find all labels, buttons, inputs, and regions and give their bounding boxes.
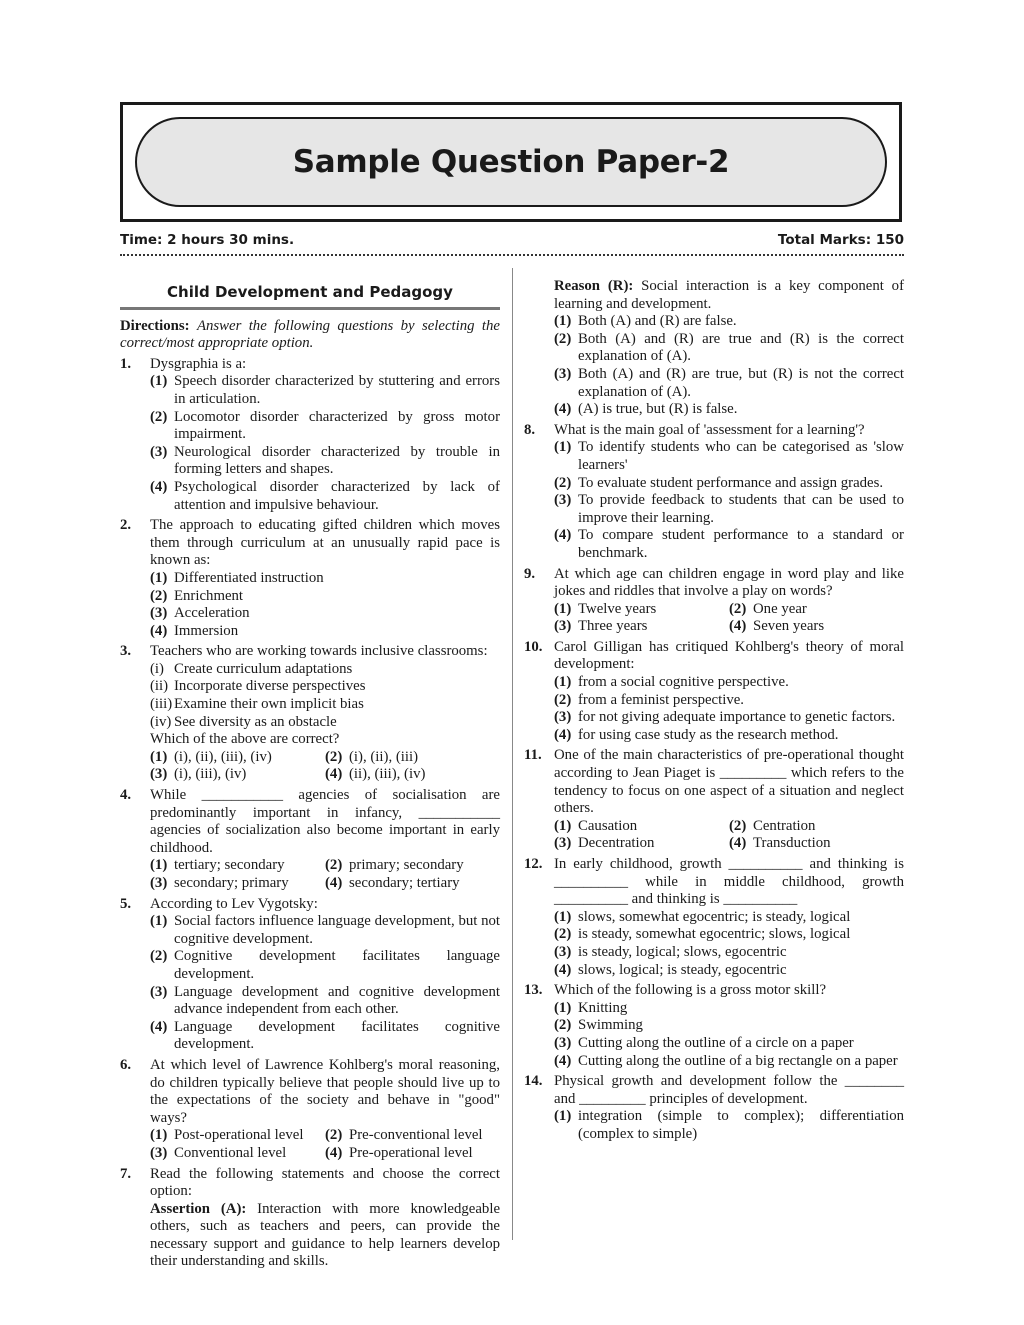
option[interactable] (554, 1017, 904, 1035)
question-text: Teachers who are working towards inclusive classrooms: (150, 643, 488, 660)
option[interactable] (325, 875, 500, 893)
option-text: To provide feedback to students that can be used to improve their learning. (578, 492, 904, 526)
question-number: 8. (524, 421, 536, 438)
option[interactable] (554, 1000, 904, 1018)
option[interactable] (554, 439, 904, 474)
option-text: Both (A) and (R) are true and (R) is the correct explanation of (A). (578, 330, 904, 365)
option-text: Post-operational level (174, 1127, 304, 1144)
option-number: (3) (554, 618, 572, 635)
question-number: 11. (524, 747, 542, 764)
question-number: 12. (524, 856, 543, 872)
option[interactable] (150, 373, 500, 408)
options-grid (554, 818, 904, 836)
option-text: Language development and cognitive development advance independent from each other. (174, 983, 500, 1018)
option[interactable] (554, 674, 904, 692)
right-column (524, 278, 904, 1144)
option[interactable] (729, 601, 904, 619)
option-text: Enrichment (174, 587, 244, 604)
question-5 (120, 896, 500, 1054)
option-number: (3) (150, 766, 168, 783)
question-13 (524, 982, 904, 1070)
question-text: At which age can children engage in word play and like jokes and riddles that involve a play on words? (554, 565, 904, 600)
option[interactable] (150, 409, 500, 444)
option-number: (4) (554, 401, 572, 418)
title-banner (135, 117, 887, 207)
option-text: is steady, logical; slows, egocentric (578, 943, 787, 960)
option-text: Centration (753, 817, 816, 834)
total-marks-label: Total Marks: 150 (777, 232, 904, 248)
question-text: While ___________ agencies of socialisation are predominantly important in infancy, ___________ agencies of socialization also become important in early childhood. (150, 787, 500, 856)
statement (150, 714, 500, 732)
option-text: from a social cognitive perspective. (578, 674, 789, 691)
question-2 (120, 517, 500, 640)
option-number: (1) (150, 748, 168, 765)
option-text: Knitting (578, 999, 628, 1016)
directions-text: Answer the following questions by selecting the correct/most appropriate option. (120, 317, 500, 352)
option-number: (2) (325, 857, 343, 874)
question-6 (120, 1057, 500, 1163)
option[interactable] (554, 962, 904, 980)
question-text: At which level of Lawrence Kohlberg's moral reasoning, do children typically believe that people should live up to the expectations of the society and behave in "good" ways? (150, 1056, 500, 1126)
option-number: (2) (554, 926, 572, 943)
option-number: (3) (150, 443, 168, 460)
question-number: 14. (524, 1073, 543, 1090)
option[interactable] (554, 944, 904, 962)
option[interactable] (554, 1053, 904, 1071)
option-number: (2) (325, 748, 343, 765)
option[interactable] (554, 1108, 904, 1143)
option-number: (4) (554, 527, 572, 544)
assertion-label: Assertion (A): (150, 1200, 247, 1217)
option-text: Transduction (753, 835, 831, 852)
question-number: 10. (524, 638, 543, 655)
option-number: (4) (325, 875, 343, 891)
question-ask: Which of the above are correct? (150, 731, 340, 748)
question-text: In early childhood, growth __________ and thinking is __________ while in middle childhood, growth __________ and thinking is __________ (554, 856, 904, 908)
option-text: Social factors influence language development, but not cognitive development. (174, 913, 500, 947)
option[interactable] (325, 749, 500, 767)
option[interactable] (150, 570, 500, 588)
left-column (120, 278, 500, 1271)
option-number: (4) (729, 618, 747, 635)
option[interactable] (150, 913, 500, 948)
option-text: Cognitive development facilitates language development. (174, 948, 500, 982)
option-number: (3) (554, 492, 572, 509)
options-grid (150, 875, 500, 893)
option-text: secondary; tertiary (349, 875, 460, 891)
option-number: (4) (554, 961, 572, 978)
question-14 (524, 1073, 904, 1143)
option-text: Swimming (578, 1017, 643, 1034)
option[interactable] (554, 401, 904, 419)
options-grid (554, 835, 904, 853)
option-text: (A) is true, but (R) is false. (578, 401, 738, 418)
option[interactable] (729, 618, 904, 636)
option[interactable] (554, 331, 904, 366)
options-grid (554, 618, 904, 636)
option-number: (2) (554, 474, 572, 491)
option-text: is steady, somewhat egocentric; slows, logical (578, 926, 851, 943)
statement (150, 661, 500, 679)
question-8 (524, 422, 904, 563)
meta-row (120, 232, 904, 248)
option-number: (2) (729, 600, 747, 617)
option-text: Both (A) and (R) are true, but (R) is not the correct explanation of (A). (578, 365, 904, 400)
question-number: 3. (120, 643, 132, 660)
option[interactable] (729, 818, 904, 836)
option-number: (4) (554, 1052, 572, 1069)
question-3 (120, 643, 500, 784)
statement-text: Examine their own implicit bias (174, 696, 364, 713)
option-text: for not giving adequate importance to genetic factors. (578, 709, 896, 726)
options-grid (150, 1127, 500, 1145)
statement-number: (i) (150, 660, 164, 677)
question-7-continued (524, 278, 904, 419)
statement (150, 678, 500, 696)
question-text: One of the main characteristics of pre-operational thought according to Jean Piaget is _________ which refers to the tendency to focus on one aspect of a situation and neglect others. (554, 747, 904, 817)
option-number: (1) (554, 1108, 572, 1125)
option[interactable] (150, 857, 325, 875)
option[interactable] (554, 475, 904, 493)
question-text: Dysgraphia is a: (150, 355, 247, 372)
question-number: 2. (120, 517, 132, 534)
option-text: Language development facilitates cognitive development. (174, 1018, 500, 1053)
option-number: (1) (554, 600, 572, 617)
option-number: (2) (554, 691, 572, 708)
column-divider (512, 268, 513, 1240)
option-number: (4) (325, 1144, 343, 1161)
question-text: Carol Gilligan has critiqued Kohlberg's theory of moral development: (554, 638, 904, 673)
option[interactable] (554, 492, 904, 527)
option-text: Conventional level (174, 1144, 287, 1161)
option[interactable] (150, 766, 325, 784)
option[interactable] (150, 1127, 325, 1145)
option-text: slows, logical; is steady, egocentric (578, 961, 787, 978)
directions-label: Directions: (120, 317, 190, 334)
option-number: (4) (325, 766, 343, 783)
question-1 (120, 356, 500, 514)
option-number: (1) (150, 1127, 168, 1144)
option[interactable] (150, 479, 500, 514)
option[interactable] (554, 601, 729, 619)
statement-text: See diversity as an obstacle (174, 713, 337, 730)
option[interactable] (325, 857, 500, 875)
option[interactable] (554, 366, 904, 401)
option-text: To identify students who can be categorised as 'slow learners' (578, 439, 904, 473)
option[interactable] (729, 835, 904, 853)
option-number: (4) (554, 726, 572, 743)
option-number: (2) (554, 330, 572, 347)
option-text: Pre-operational level (349, 1144, 473, 1161)
option-text: Cutting along the outline of a big rectangle on a paper (578, 1052, 898, 1069)
option-number: (2) (325, 1127, 343, 1144)
option-text: (i), (ii), (iii), (iv) (174, 748, 272, 765)
option-number: (1) (150, 569, 168, 586)
question-text: Read the following statements and choose the correct option: (150, 1165, 500, 1200)
option[interactable] (150, 875, 325, 893)
assertion-text: Interaction with more knowledgeable others, such as teachers and peers, can provide the necessary support and guidance to help learners develop their understanding and skills. (150, 1200, 501, 1270)
option-text: Pre-conventional level (349, 1127, 483, 1144)
option-text: Twelve years (578, 600, 657, 617)
option-number: (2) (150, 948, 168, 965)
option-number: (2) (729, 817, 747, 834)
option-number: (1) (554, 313, 572, 330)
option[interactable] (554, 818, 729, 836)
statement-number: (iii) (150, 696, 173, 713)
option-text: Both (A) and (R) are false. (578, 313, 737, 330)
option-text: (i), (ii), (iii) (349, 748, 419, 765)
option[interactable] (150, 444, 500, 479)
option[interactable] (554, 618, 729, 636)
option-number: (3) (554, 709, 572, 726)
question-number: 7. (120, 1165, 132, 1182)
statement-text: Incorporate diverse perspectives (174, 678, 366, 695)
option-text: integration (simple to complex); differentiation (complex to simple) (578, 1108, 904, 1142)
option-number: (4) (150, 1018, 168, 1035)
option-text: Cutting along the outline of a circle on a paper (578, 1034, 854, 1051)
option-text: (ii), (iii), (iv) (349, 766, 426, 783)
option-number: (3) (554, 835, 572, 852)
section-heading: Child Development and Pedagogy (120, 278, 500, 310)
option-number: (1) (554, 674, 572, 691)
option-text: To compare student performance to a standard or benchmark. (578, 527, 904, 561)
option-text: Immersion (174, 622, 239, 639)
question-12 (524, 856, 904, 979)
option-text: Acceleration (174, 605, 250, 622)
question-text: Which of the following is a gross motor skill? (554, 982, 827, 999)
question-9 (524, 566, 904, 636)
option[interactable] (554, 909, 904, 927)
question-text: What is the main goal of 'assessment for a learning'? (554, 421, 865, 438)
option-number: (1) (554, 439, 572, 456)
option-number: (1) (554, 908, 572, 925)
option[interactable] (554, 527, 904, 562)
question-10 (524, 639, 904, 745)
option-number: (3) (554, 365, 572, 382)
option-number: (3) (150, 605, 168, 622)
question-text: Physical growth and development follow the ________ and _________ principles of development. (554, 1073, 904, 1107)
option[interactable] (150, 948, 500, 983)
option[interactable] (150, 588, 500, 606)
option[interactable] (554, 926, 904, 944)
option-text: One year (753, 600, 807, 617)
option[interactable] (554, 835, 729, 853)
option-number: (4) (150, 622, 168, 639)
options-grid (150, 857, 500, 875)
option[interactable] (554, 692, 904, 710)
option-text: To evaluate student performance and assign grades. (578, 474, 884, 491)
option-text: (i), (iii), (iv) (174, 766, 247, 783)
question-7 (120, 1166, 500, 1272)
question-4 (120, 787, 500, 893)
option[interactable] (325, 1127, 500, 1145)
option-number: (1) (554, 999, 572, 1016)
option-number: (1) (554, 817, 572, 834)
option[interactable] (150, 623, 500, 641)
question-text: According to Lev Vygotsky: (150, 895, 318, 912)
option[interactable] (554, 709, 904, 727)
options-grid (150, 749, 500, 767)
options-grid (150, 1145, 500, 1163)
option-number: (1) (150, 913, 168, 930)
option-number: (4) (150, 478, 168, 495)
option[interactable] (150, 749, 325, 767)
option-number: (3) (554, 943, 572, 960)
option-number: (1) (150, 857, 168, 874)
option-text: Neurological disorder characterized by trouble in forming letters and shapes. (174, 443, 500, 478)
statement (150, 696, 500, 714)
question-text: The approach to educating gifted children which moves them through curriculum at an unusually rapid pace is known as: (150, 517, 500, 569)
option-number: (1) (150, 373, 168, 390)
option-text: Seven years (753, 618, 825, 635)
option-number: (2) (150, 408, 168, 425)
option[interactable] (150, 1145, 325, 1163)
option-text: Three years (578, 618, 648, 635)
option[interactable] (325, 766, 500, 784)
options-grid (150, 766, 500, 784)
option-text: secondary; primary (174, 875, 289, 891)
option[interactable] (554, 1035, 904, 1053)
option-number: (2) (554, 1017, 572, 1034)
question-number: 4. (120, 787, 132, 804)
option-text: slows, somewhat egocentric; is steady, logical (578, 908, 851, 925)
assertion (150, 1201, 500, 1271)
question-number: 1. (120, 355, 132, 372)
question-number: 9. (524, 565, 536, 582)
option-number: (3) (554, 1034, 572, 1051)
option-text: tertiary; secondary (174, 857, 285, 874)
option-text: Decentration (578, 835, 655, 852)
question-11 (524, 747, 904, 853)
reason-label: Reason (R): (554, 278, 634, 294)
option[interactable] (554, 727, 904, 745)
statement-text: Create curriculum adaptations (174, 660, 353, 677)
option-text: primary; secondary (349, 857, 464, 874)
page-title: Sample Question Paper-2 (292, 144, 730, 180)
option-text: Speech disorder characterized by stuttering and errors in articulation. (174, 373, 500, 407)
option-text: Psychological disorder characterized by lack of attention and impulsive behaviour. (174, 478, 500, 513)
option-number: (4) (729, 835, 747, 852)
time-label: Time: 2 hours 30 mins. (120, 232, 295, 248)
option-text: Causation (578, 817, 638, 834)
statement-number: (ii) (150, 678, 169, 695)
option[interactable] (554, 313, 904, 331)
statement-number: (iv) (150, 713, 172, 730)
reason-text: Social interaction is a key component of learning and development. (554, 278, 904, 312)
question-number: 5. (120, 895, 132, 912)
option-text: from a feminist perspective. (578, 691, 744, 708)
option[interactable] (150, 605, 500, 623)
option-text: Differentiated instruction (174, 569, 324, 586)
option[interactable] (150, 984, 500, 1019)
option-number: (2) (150, 587, 168, 604)
directions (120, 318, 500, 353)
option[interactable] (150, 1019, 500, 1054)
option-number: (3) (150, 983, 168, 1000)
option-text: for using case study as the research method. (578, 726, 839, 743)
dotted-divider (120, 254, 904, 256)
title-frame (120, 102, 902, 222)
question-number: 6. (120, 1056, 132, 1073)
options-grid (554, 601, 904, 619)
option[interactable] (325, 1145, 500, 1163)
option-number: (3) (150, 1144, 168, 1161)
question-number: 13. (524, 982, 543, 999)
option-number: (3) (150, 875, 168, 891)
reason (554, 278, 904, 313)
option-text: Locomotor disorder characterized by gross motor impairment. (174, 408, 500, 443)
